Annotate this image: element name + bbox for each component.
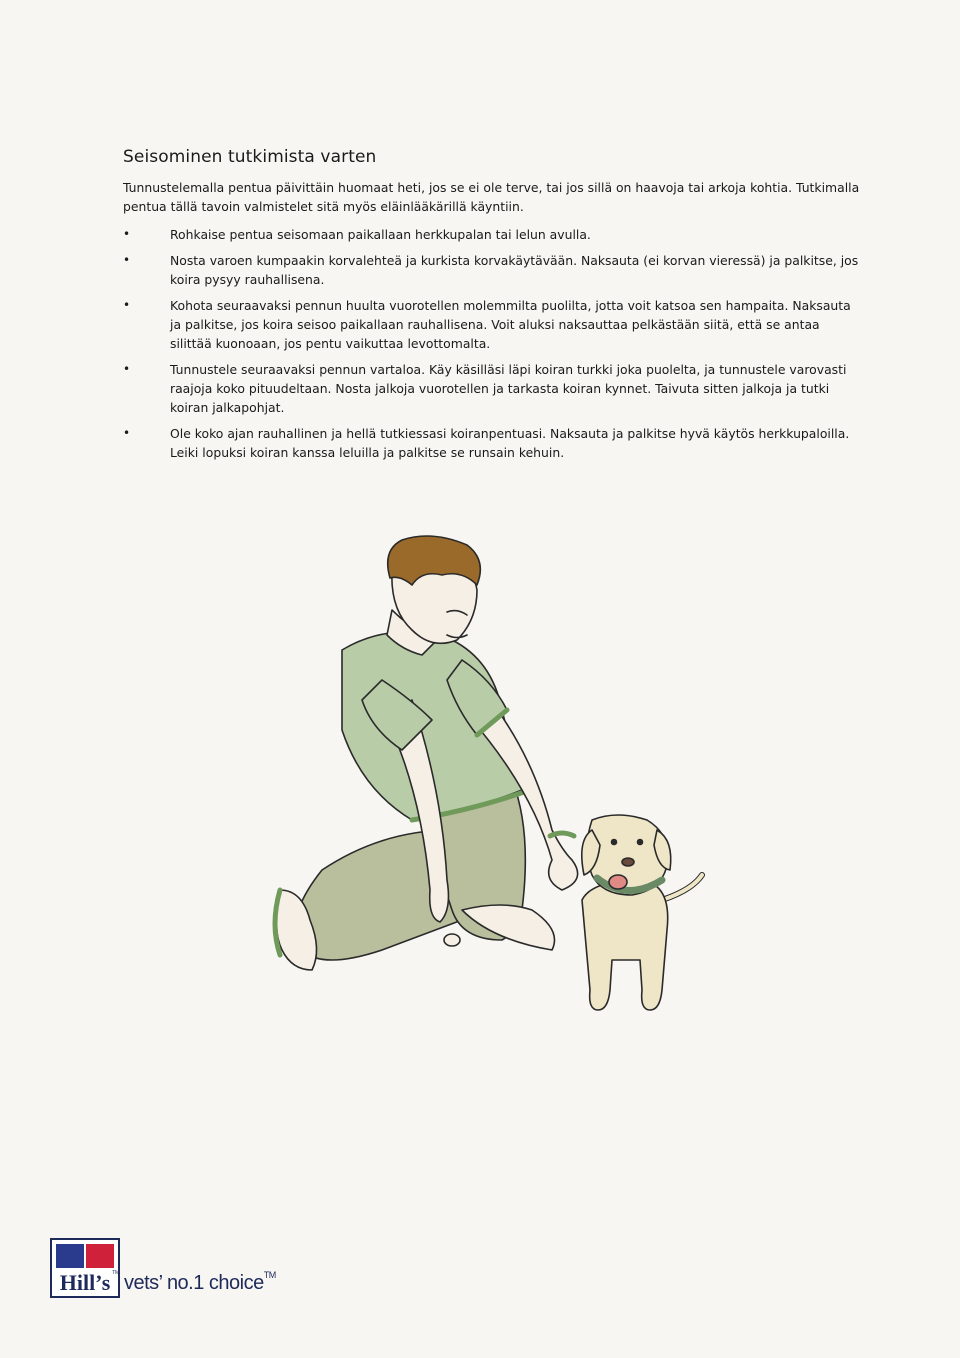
logo-wordmark: Hill’s [59, 1270, 111, 1295]
list-item [123, 225, 863, 244]
bullet-icon: • [123, 253, 131, 267]
page-title: Seisominen tutkimista varten [123, 147, 377, 167]
bullet-icon: • [123, 298, 131, 312]
wristband [550, 833, 574, 836]
list-item-text: Kohota seuraavaksi pennun huulta vuorotellen molemmilta puolilta, jotta voit katsoa sen hampaita. Naksauta ja palkitse, jos koira seisoo paikallaan rauhallisena. Voit aluksi naksauttaa pelkästään siitä, että se antaa silittää kuonoaan, jos pentu vaikuttaa levottomalta. [170, 298, 851, 351]
logo-red-square [86, 1244, 114, 1268]
puppy-eye-right [638, 840, 643, 845]
hills-logo [50, 1238, 120, 1298]
intro-paragraph: Tunnustelemalla pentua päivittäin huomaat heti, jos se ei ole terve, tai jos sillä on haavoja tai arkoja kohtia. Tutkimalla pentua tällä tavoin valmistelet sitä myös eläinlääkärillä käyntiin. [123, 180, 860, 214]
instruction-list [123, 225, 863, 469]
list-item-text: Nosta varoen kumpaakin korvalehteä ja kurkista korvakäytävään. Naksauta (ei korvan vieressä) ja palkitse, jos koira pysyy rauhallisena. [170, 253, 859, 287]
bullet-icon: • [123, 362, 131, 376]
man-kneeling-with-puppy-illustration [262, 530, 722, 1050]
puppy-body [582, 880, 668, 1010]
list-item-text: Tunnustele seuraavaksi pennun vartaloa. Käy käsilläsi läpi koiran turkki joka puolelta, ja tunnustele varovasti raajoja koko pituudeltaan. Nosta jalkoja vuorotellen ja tarkasta koiran kynnet. Taivuta sitten jalkoja ja tutki koiran jalkapohjat. [170, 362, 847, 415]
tagline [124, 1272, 276, 1295]
clicker [444, 934, 460, 946]
puppy-nose [622, 858, 634, 866]
bullet-icon: • [123, 426, 131, 440]
tagline-tm: TM [263, 1270, 276, 1280]
tagline-text: vets’ no.1 choice [124, 1272, 264, 1294]
list-item [123, 251, 863, 289]
list-item [123, 296, 863, 353]
list-item-text: Rohkaise pentua seisomaan paikallaan herkkupalan tai lelun avulla. [170, 227, 591, 242]
puppy-tongue [609, 875, 627, 889]
bullet-icon: • [123, 227, 131, 241]
list-item [123, 360, 863, 417]
logo-tm: TM [112, 1270, 120, 1276]
puppy-eye-left [612, 840, 617, 845]
puppy [582, 815, 702, 1010]
list-item-text: Ole koko ajan rauhallinen ja hellä tutkiessasi koiranpentuasi. Naksauta ja palkitse hyvä käytös herkkupaloilla. Leiki lopuksi koiran kanssa leluilla ja palkitse se runsain kehuin. [170, 426, 850, 460]
logo-blue-square [56, 1244, 84, 1268]
list-item [123, 424, 863, 462]
